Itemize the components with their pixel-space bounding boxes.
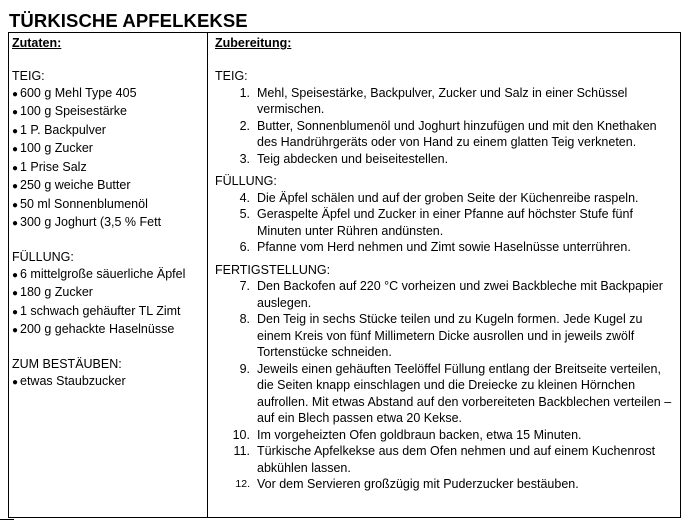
step-text: Den Teig in sechs Stücke teilen und zu Kugeln formen. Jede Kugel zu einem Kreis von fünf Millimetern Dicke ausrollen und in jeweils zwölf Tortenstücke schneiden. — [257, 312, 643, 359]
ingredients-sections — [12, 68, 204, 391]
step-text: Den Backofen auf 220 °C vorheizen und zwei Backbleche mit Backpapier auslegen. — [257, 279, 663, 310]
step-number: 8. — [239, 312, 250, 326]
ingredient-item — [12, 159, 204, 178]
step-item — [215, 85, 677, 118]
step-text: Die Äpfel schälen und auf der groben Seite der Küchenreibe raspeln. — [257, 190, 639, 205]
step-list — [215, 278, 677, 493]
ingredient-text: etwas Staubzucker — [20, 373, 126, 388]
step-item — [215, 190, 677, 207]
step-number: 3. — [239, 151, 250, 166]
preparation-section-label: FÜLLUNG: — [215, 174, 277, 188]
step-number: 5. — [239, 207, 250, 221]
page-edge-mark — [0, 519, 14, 520]
step-text: Pfanne vom Herd nehmen und Zimt sowie Haselnüsse unterrühren. — [257, 240, 631, 254]
ingredient-section-label: ZUM BESTÄUBEN: — [12, 357, 122, 371]
step-item — [215, 118, 677, 151]
ingredient-text: 200 g gehackte Haselnüsse — [20, 322, 175, 336]
bullet-icon: ● — [12, 306, 19, 318]
ingredient-text: 1 Prise Salz — [20, 159, 87, 174]
step-number: 10. — [232, 427, 250, 442]
step-text: Geraspelte Äpfel und Zucker in einer Pfanne auf höchster Stufe fünf Minuten unter Rühren andünsten. — [257, 207, 633, 238]
ingredient-text: 1 P. Backpulver — [20, 122, 106, 137]
preparation-heading: Zubereitung: — [215, 36, 292, 50]
ingredient-text: 6 mittelgroße säuerliche Äpfel — [20, 266, 186, 281]
ingredient-item — [12, 373, 204, 392]
ingredient-text: 180 g Zucker — [20, 285, 93, 299]
step-item — [215, 311, 677, 361]
step-list — [215, 85, 677, 168]
ingredient-section-label: TEIG: — [12, 69, 45, 83]
ingredient-item — [12, 266, 204, 285]
section-spacer — [12, 233, 204, 250]
ingredient-item — [12, 103, 204, 122]
step-text: Im vorgeheizten Ofen goldbraun backen, etwa 15 Minuten. — [257, 427, 582, 442]
ingredient-item — [12, 196, 204, 215]
ingredient-item — [12, 177, 204, 196]
step-text: Butter, Sonnenblumenöl und Joghurt hinzufügen und mit den Knethaken des Handrührgeräts oder von Hand zu einem glatten Teig verkneten. — [257, 118, 657, 149]
step-list — [215, 190, 677, 256]
preparation-section-label: TEIG: — [215, 69, 248, 83]
step-item — [215, 476, 677, 493]
ingredient-item — [12, 284, 204, 303]
step-number: 7. — [239, 279, 250, 293]
bullet-icon: ● — [12, 269, 19, 281]
bullet-icon: ● — [12, 144, 19, 155]
step-item — [215, 278, 677, 311]
bullet-icon: ● — [12, 88, 19, 100]
step-item — [215, 239, 677, 256]
ingredient-text: 250 g weiche Butter — [20, 178, 131, 192]
ingredient-text: 50 ml Sonnenblumenöl — [20, 196, 148, 211]
ingredient-text: 300 g Joghurt (3,5 % Fett — [20, 215, 162, 229]
step-item — [215, 361, 677, 427]
step-number: 4. — [239, 190, 250, 205]
step-number: 12. — [235, 478, 250, 490]
step-number: 6. — [239, 240, 250, 254]
recipe-table — [8, 32, 681, 518]
ingredient-item — [12, 303, 204, 322]
step-text: Vor dem Servieren großzügig mit Puderzucker bestäuben. — [257, 477, 579, 491]
ingredient-text: 100 g Zucker — [20, 141, 93, 155]
ingredient-item — [12, 140, 204, 159]
bullet-icon: ● — [12, 162, 19, 174]
ingredient-item — [12, 214, 204, 233]
step-text: Teig abdecken und beiseitestellen. — [257, 151, 449, 166]
step-item — [215, 427, 677, 444]
ingredient-list — [12, 266, 204, 340]
ingredient-text: 100 g Speisestärke — [20, 104, 128, 118]
ingredient-item — [12, 122, 204, 141]
ingredient-text: 1 schwach gehäufter TL Zimt — [20, 303, 181, 318]
bullet-icon: ● — [12, 218, 19, 229]
column-divider — [207, 33, 208, 517]
bullet-icon: ● — [12, 325, 19, 336]
preparation-column — [215, 35, 677, 493]
ingredient-text: 600 g Mehl Type 405 — [20, 85, 137, 100]
page-title: TÜRKISCHE APFELKEKSE — [9, 10, 248, 31]
bullet-icon: ● — [12, 107, 19, 118]
step-item — [215, 206, 677, 239]
ingredient-list — [12, 373, 204, 392]
bullet-icon: ● — [12, 181, 19, 192]
step-number: 9. — [239, 361, 250, 376]
bullet-icon: ● — [12, 199, 19, 211]
preparation-sections — [215, 68, 677, 493]
section-spacer — [12, 340, 204, 357]
ingredient-item — [12, 321, 204, 340]
step-text: Mehl, Speisestärke, Backpulver, Zucker und Salz in einer Schüssel vermischen. — [257, 85, 628, 116]
step-text: Türkische Apfelkekse aus dem Ofen nehmen und auf einem Kuchenrost abkühlen lassen. — [257, 444, 656, 475]
step-number: 1. — [239, 85, 250, 100]
step-item — [215, 443, 677, 476]
ingredient-section-label: FÜLLUNG: — [12, 250, 74, 264]
step-number: 2. — [239, 118, 250, 133]
ingredient-list — [12, 85, 204, 233]
step-number: 11. — [233, 444, 250, 458]
bullet-icon: ● — [12, 376, 19, 388]
step-text: Jeweils einen gehäuften Teelöffel Füllung entlang der Breitseite verteilen, die Seiten knapp einschlagen und die Dreiecke zu kleinen Hörnchen aufrollen. Mit etwas Abstand auf den vorbereiteten Backblechen verteilen – auf ein Blech passen etwa 20 Kekse. — [257, 361, 672, 425]
ingredients-column — [12, 35, 204, 391]
ingredient-item — [12, 85, 204, 104]
bullet-icon: ● — [12, 288, 19, 299]
ingredients-heading: Zutaten: — [12, 36, 62, 50]
step-item — [215, 151, 677, 168]
bullet-icon: ● — [12, 125, 19, 137]
preparation-section-label: FERTIGSTELLUNG: — [215, 262, 331, 277]
